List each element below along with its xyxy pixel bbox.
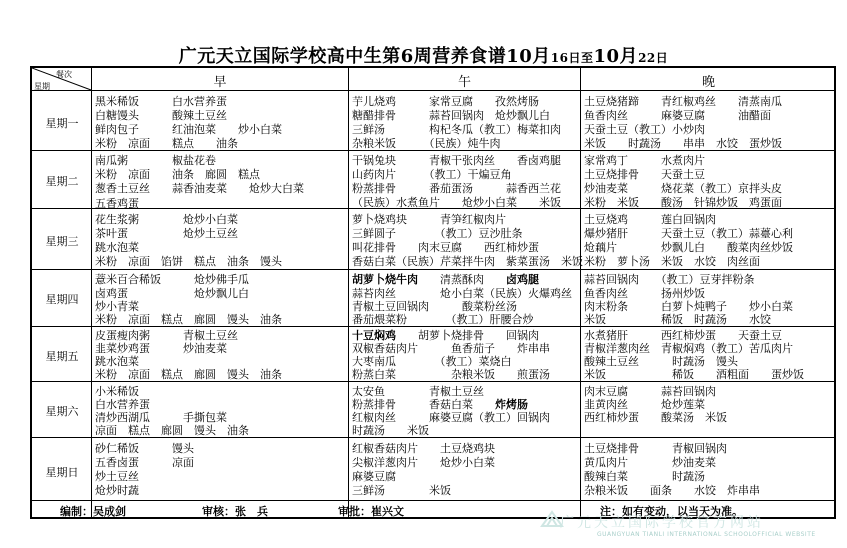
footer-note: 注：如有变动，以当天为准。 bbox=[600, 505, 743, 518]
menu-text: 五香鸡蛋 bbox=[95, 197, 139, 210]
menu-text: 时蔬汤 米饭 bbox=[352, 424, 429, 437]
menu-text: 三鲜汤 米饭 bbox=[352, 484, 451, 497]
menu-text: 尖椒洋葱肉片 炝炒小白菜 bbox=[352, 456, 495, 469]
menu-text: 粉蒸排骨 番茄蛋汤 蒜香西兰花 bbox=[352, 182, 561, 195]
menu-text: 黄瓜肉片 炒油麦菜 bbox=[584, 456, 716, 469]
menu-text: 叫花排骨 肉末豆腐 西红柿炒蛋 bbox=[352, 241, 539, 254]
menu-text: 跳水泡菜 bbox=[95, 355, 139, 368]
menu-text: （民族）水煮鱼片 炝炒小白菜 米饭 bbox=[352, 196, 561, 209]
menu-text: 土豆烧排骨 青椒回锅肉 bbox=[584, 442, 727, 455]
menu-text: 青椒洋葱肉丝 青椒焖鸡（教工）苦瓜肉片 bbox=[584, 342, 793, 355]
menu-text: 红椒香菇肉片 土豆烧鸡块 bbox=[352, 442, 495, 455]
menu-text: 粉蒸白菜 杂粮米饭 煎蛋汤 bbox=[352, 368, 550, 381]
menu-text: 干锅兔块 青椒干张肉丝 香卤鸡腿 bbox=[352, 154, 561, 167]
menu-text: 米粉 米饭 酸汤 针锦炒饭 鸡蛋面 bbox=[584, 196, 782, 209]
menu-text: 清炒西湖瓜 手撕包菜 bbox=[95, 411, 227, 424]
menu-table bbox=[30, 66, 836, 519]
menu-text: 芋儿烧鸡 家常豆腐 孜然烤肠 bbox=[352, 95, 539, 108]
day-label-saturday: 星期六 bbox=[45, 405, 79, 418]
menu-text: 肉末粉条 白萝卜炖鸭子 炒小白菜 bbox=[584, 300, 793, 313]
day-label-sunday: 星期日 bbox=[45, 466, 79, 479]
menu-text: 酸辣白菜 时蔬汤 bbox=[584, 470, 705, 483]
menu-text: 蒜苔回锅肉 （教工）豆芽拌粉条 bbox=[584, 273, 755, 286]
page-title: 广元天立国际学校高中生第6周营养食谱10月16日至10月22日 bbox=[178, 46, 669, 67]
day-label-monday: 星期一 bbox=[45, 117, 79, 130]
menu-text: 酸辣土豆丝 时蔬汤 馒头 bbox=[584, 355, 738, 368]
menu-text: 米粉 凉面 糕点 廊圆 馒头 油条 bbox=[95, 313, 282, 326]
menu-text: 南瓜粥 椒盐花卷 bbox=[95, 154, 216, 167]
menu-text: 白糖馒头 酸辣土豆丝 bbox=[95, 109, 227, 122]
menu-text: 麻婆豆腐 bbox=[352, 470, 396, 483]
menu-text: 鱼香肉丝 麻婆豆腐 油醋面 bbox=[584, 109, 771, 122]
menu-text: 砂仁稀饭 馒头 bbox=[95, 442, 194, 455]
menu-text: 米饭 稀饭 时蔬汤 水饺 bbox=[584, 313, 771, 326]
row-divider bbox=[32, 437, 834, 438]
footer-approver: 审批：崔兴文 bbox=[338, 505, 404, 518]
menu-text: 米粉 凉面 馅饼 糕点 油条 馒头 bbox=[95, 255, 282, 268]
menu-text: 皮蛋瘦肉粥 青椒土豆丝 bbox=[95, 329, 238, 342]
menu-text: 水煮猪肝 西红柿炒蛋 天蚕土豆 bbox=[584, 329, 782, 342]
menu-text: 大枣南瓜 （教工）菜烧白 bbox=[352, 355, 512, 368]
menu-text: 萝卜烧鸡块 青笋红椒肉片 bbox=[352, 213, 506, 226]
menu-text: 三鲜圆子 （教工）豆沙肚条 bbox=[352, 227, 523, 240]
row-divider bbox=[32, 150, 834, 151]
day-label-thursday: 星期四 bbox=[45, 293, 79, 306]
day-label-friday: 星期五 bbox=[45, 350, 79, 363]
menu-text: 凉面 糕点 廊圆 馒头 油条 bbox=[95, 424, 249, 437]
menu-text: 爆炒猪肝 天蚕土豆（教工）蒜薹心利 bbox=[584, 227, 793, 240]
menu-text: 鲜肉包子 红油泡菜 炒小白菜 bbox=[95, 123, 282, 136]
menu-text: 米饭 时蔬汤 串串 水饺 蛋炒饭 bbox=[584, 137, 782, 150]
menu-text: 番茄煨菜粉 （教工）肝腰合炒 bbox=[352, 313, 534, 326]
menu-text: 黑米稀饭 白水营养蛋 bbox=[95, 95, 227, 108]
day-label-wednesday: 星期三 bbox=[45, 235, 79, 248]
menu-text: 炒小青菜 bbox=[95, 300, 139, 313]
menu-text: 薏米百合稀饭 炝炒佛手瓜 bbox=[95, 273, 249, 286]
menu-text: 米饭 稀饭 酒粗面 蛋炒饭 bbox=[584, 368, 804, 381]
menu-text: 炒油麦菜 烧花菜（教工）京拌头皮 bbox=[584, 182, 782, 195]
menu-text: 山药肉片 （教工）干煸豆角 bbox=[352, 168, 512, 181]
header-dinner: 晚 bbox=[701, 75, 715, 90]
col-divider bbox=[348, 68, 349, 517]
menu-text: 天蚕土豆（教工）小炒肉 bbox=[584, 123, 705, 136]
menu-text: 米粉 凉面 油条 廊圆 糕点 bbox=[95, 168, 260, 181]
menu-text: 炝藕片 炒飘儿白 酸菜肉丝炒饭 bbox=[584, 241, 793, 254]
menu-text: 杂粮米饭 面条 水饺 炸串串 bbox=[584, 484, 760, 497]
menu-text: 米粉 凉面 糕点 油条 bbox=[95, 137, 238, 150]
row-divider bbox=[32, 269, 834, 270]
header-breakfast: 早 bbox=[213, 75, 227, 90]
menu-text: 香菇白菜（民族）芹菜拌牛肉 紫菜蛋汤 米饭 bbox=[352, 255, 583, 268]
corner-day-label: 星期 bbox=[34, 82, 50, 91]
day-label-tuesday: 星期二 bbox=[45, 175, 79, 188]
footer-reviewer: 审核：张 兵 bbox=[202, 505, 268, 518]
menu-text: 土豆烧排骨 天蚕土豆 bbox=[584, 168, 705, 181]
menu-text: 韭黄肉丝 炝炒莲菜 bbox=[584, 398, 705, 411]
footer-compiler: 编制：吴成剑 bbox=[60, 505, 126, 518]
menu-text: 炝炒时蔬 bbox=[95, 484, 139, 497]
menu-text: 粉蒸排骨 香菇白菜 炸烤肠 bbox=[352, 398, 528, 411]
menu-text: 炒土豆丝 bbox=[95, 470, 139, 483]
menu-text: 红椒肉丝 麻婆豆腐（教工）回锅肉 bbox=[352, 411, 550, 424]
menu-text: 太安鱼 青椒土豆丝 bbox=[352, 385, 484, 398]
menu-text: 五香卤蛋 凉面 bbox=[95, 456, 194, 469]
menu-text: 肉末豆腐 蒜苔回锅肉 bbox=[584, 385, 716, 398]
menu-text: 糖醋排骨 蒜苔回锅肉 炝炒飘儿白 bbox=[352, 109, 550, 122]
menu-text: 家常鸡丁 水煮肉片 bbox=[584, 154, 705, 167]
corner-meal-label: 餐次 bbox=[56, 70, 72, 79]
menu-text: 三鲜汤 构杞冬瓜（教工）梅菜扣肉 bbox=[352, 123, 561, 136]
menu-text: 米粉 凉面 糕点 廊圆 馒头 油条 bbox=[95, 368, 282, 381]
menu-text: 白水营养蛋 bbox=[95, 398, 150, 411]
row-divider bbox=[32, 500, 834, 501]
menu-text: 葱香土豆丝 蒜香油麦菜 炝炒大白菜 bbox=[95, 182, 304, 195]
row-divider bbox=[32, 381, 834, 382]
menu-text: 青椒土豆回锅肉 酸菜粉丝汤 bbox=[352, 300, 517, 313]
menu-text: 胡萝卜烧牛肉 清蒸酥肉 卤鸡腿 bbox=[352, 273, 539, 286]
header-lunch: 午 bbox=[457, 75, 471, 90]
menu-text: 韭菜炒鸡蛋 炒油麦菜 bbox=[95, 342, 227, 355]
menu-text: 十豆焖鸡 胡萝卜烧排骨 回锅肉 bbox=[352, 329, 539, 342]
menu-text: 茶叶蛋 炝炒土豆丝 bbox=[95, 227, 238, 240]
row-divider bbox=[32, 90, 834, 91]
col-divider bbox=[580, 68, 581, 517]
menu-text: 土豆烧猪蹄 青红椒鸡丝 清蒸南瓜 bbox=[584, 95, 782, 108]
menu-text: 花生浆粥 炝炒小白菜 bbox=[95, 213, 238, 226]
menu-text: 小米稀饭 bbox=[95, 385, 139, 398]
menu-text: 跳水泡菜 bbox=[95, 241, 139, 254]
menu-text: 卤鸡蛋 炝炒飘儿白 bbox=[95, 287, 249, 300]
menu-text: 蒜苔肉丝 炝小白菜（民族）火爆鸡丝 bbox=[352, 287, 572, 300]
menu-text: 鱼香肉丝 扬州炒饭 bbox=[584, 287, 705, 300]
menu-text: 土豆烧鸡 莲白回锅肉 bbox=[584, 213, 716, 226]
menu-text: 西红柿炒蛋 酸菜汤 米饭 bbox=[584, 411, 727, 424]
menu-text: 双椒香菇肉片 鱼香茄子 炸串串 bbox=[352, 342, 550, 355]
menu-text: 米粉 萝卜汤 米饭 水饺 肉丝面 bbox=[584, 255, 760, 268]
watermark-subtext: GUANGYUAN TIANLI INTERNATIONAL SCHOOLOFFICIAL WEBSITE bbox=[597, 531, 816, 538]
watermark-text: 广元天立国际学校官方网站 bbox=[560, 515, 764, 531]
menu-text: 杂粮米饭 （民族）炖牛肉 bbox=[352, 137, 501, 150]
row-divider bbox=[32, 326, 834, 327]
